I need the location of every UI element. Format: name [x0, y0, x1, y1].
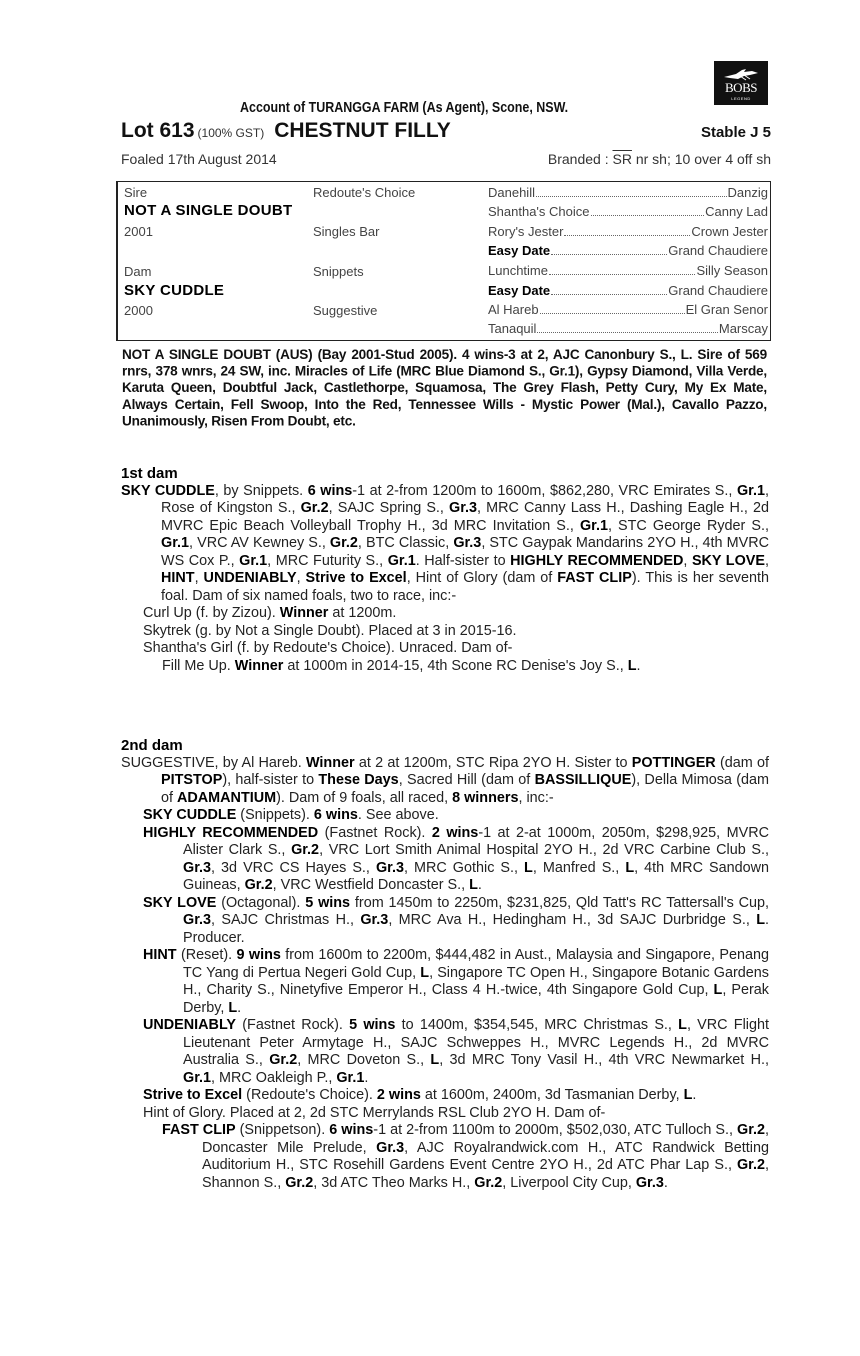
bold-text: L — [420, 964, 430, 981]
bold-text: Gr.1 — [579, 517, 608, 534]
text-run: Curl Up (f. by Zizou). — [143, 605, 280, 621]
grandparent-row — [488, 204, 768, 220]
foal-record — [121, 605, 769, 623]
bold-text: UNDENIABLY — [143, 1017, 237, 1033]
bold-text: L — [430, 1052, 440, 1068]
text-run: , — [683, 552, 692, 569]
text-run: , Doncaster Mile Prelude, — [202, 1122, 770, 1156]
text-run: , inc:- — [518, 789, 554, 806]
gp-right: Crown Jester — [691, 224, 768, 239]
text-run: (Fastnet Rock). — [318, 824, 432, 841]
text-run: at 1000m in 2014-15, 4th Scone RC Denise's Joy S., — [283, 657, 628, 674]
text-run: , by Snippets. — [214, 482, 308, 499]
bird-icon — [722, 67, 760, 81]
text-run: . — [364, 1069, 369, 1086]
bold-text: BASSILLIQUE — [534, 772, 632, 788]
bold-text: Gr.2 — [737, 1122, 766, 1138]
text-run: . Half-sister to — [415, 552, 511, 569]
gp-right: El Gran Senor — [685, 302, 768, 317]
text-run: , 4th MRC Sandown Guineas, — [183, 859, 769, 893]
text-run: ), Della Mimosa (dam of — [161, 772, 769, 806]
bold-text: Gr.3 — [635, 1174, 664, 1191]
grandparent-row — [488, 302, 768, 318]
bold-text: L — [228, 999, 238, 1016]
text-run: (Snippets). — [236, 807, 314, 823]
grandparent-row — [488, 321, 768, 337]
progeny-record — [121, 895, 769, 948]
foal-record — [121, 640, 769, 658]
bold-text: 5 wins — [349, 1017, 396, 1033]
gp-left: Rory's Jester — [488, 224, 564, 239]
text-run: , MRC Canny Lass H., Dashing Eagle H., 2d MVRC Epic Beach Volleyball Trophy H., 3d MRC Invitation S., — [161, 500, 770, 534]
text-run: , Sacred Hill (dam of — [398, 772, 535, 788]
grandparent-row — [488, 185, 768, 201]
text-run: . — [477, 877, 482, 893]
bold-text: 6 wins — [307, 482, 353, 499]
progeny-record — [121, 825, 769, 895]
bold-text: Gr.2 — [736, 1157, 765, 1173]
bold-text: L — [683, 1087, 693, 1103]
grandparent-row — [488, 283, 768, 299]
bold-text: Winner — [234, 657, 284, 674]
bold-text: Gr.1 — [736, 482, 765, 499]
vendor-account: Account of TURANGGA FARM (As Agent), Scone, NSW. — [240, 100, 569, 116]
text-run: -1 at 2-from 1200m to 1600m, $862,280, VRC Emirates S., — [352, 482, 737, 499]
text-run: , 3d VRC CS Hayes S., — [211, 859, 376, 876]
text-run: , VRC AV Kewney S., — [189, 535, 330, 551]
text-run: ), half-sister to — [222, 772, 319, 788]
bold-text: 6 wins — [313, 807, 358, 823]
gp-right: Danzig — [727, 185, 768, 200]
text-run: from 1450m to 2250m, $231,825, Qld Tatt's RC Tattersall's Cup, — [350, 894, 769, 911]
text-run: . Producer. — [183, 912, 769, 946]
text-run: . — [663, 1174, 668, 1191]
bold-text: POTTINGER — [631, 754, 716, 771]
first-dam-section — [121, 465, 769, 675]
gp-left: Easy Date — [488, 283, 551, 298]
bold-text: L — [713, 982, 723, 998]
sire-summary: NOT A SINGLE DOUBT (AUS) (Bay 2001-Stud 2005). 4 wins-3 at 2, AJC Canonbury S., L. Sire of 569 rnrs, 378 wnrs, 24 SW, inc. Miracles of Life (MRC Blue Diamond S., Gr.1), Gypsy Diamond, Villa Verde, Karuta Queen, Doubtful Jack, Castlethorpe, Squamosa, The Grey Flash, Petty Cury, My Ex Mate, Always Certain, Fell Swoop, Into the Red, Tennessee Wills - Mystic Power (Mal.), Cavallo Pazzo, Unanimously, Risen From Doubt, etc. — [122, 346, 767, 429]
branded-label: Branded : — [547, 151, 613, 167]
text-run: , Singapore TC Open H., Singapore Botanic Gardens H., Charity S., Ninetyfive Emperor H., Class 4 H.-twice, 4th Singapore Gold Cup, — [183, 964, 769, 998]
text-run: . — [692, 1087, 697, 1103]
gp-left: Danehill — [488, 185, 535, 200]
text-run: Fill Me Up. — [162, 657, 235, 674]
bold-text: Gr.3 — [360, 912, 389, 928]
text-run: , Rose of Kingston S., — [161, 482, 769, 516]
brand-info — [548, 151, 771, 167]
bold-text: Gr.3 — [449, 500, 478, 516]
bold-text: Gr.3 — [376, 1139, 405, 1156]
gst-note: (100% GST) — [197, 126, 265, 140]
dam-sire: Snippets — [313, 264, 364, 279]
text-run: , Shannon S., — [202, 1157, 769, 1191]
bold-text: PITSTOP — [161, 772, 223, 788]
text-run: at 1200m. — [328, 605, 397, 621]
bold-text: 2 wins — [431, 824, 479, 841]
brand-details: nr sh; 10 over 4 off sh — [631, 151, 771, 167]
bold-text: Gr.2 — [474, 1174, 503, 1191]
bold-text: HIGHLY RECOMMENDED — [510, 552, 684, 569]
text-run: , SAJC Christmas H., — [211, 912, 361, 928]
bold-text: Gr.3 — [183, 859, 212, 876]
sire-sire: Redoute's Choice — [313, 185, 416, 200]
text-run: Shantha's Girl (f. by Redoute's Choice). Unraced. Dam of- — [143, 640, 513, 656]
horse-description: CHESTNUT FILLY — [274, 119, 451, 142]
progeny-record — [121, 1105, 769, 1123]
dam-name: SKY CUDDLE — [124, 282, 225, 299]
bold-text: Gr.1 — [387, 552, 416, 569]
text-run: , — [194, 570, 204, 586]
dam-year: 2000 — [124, 303, 153, 318]
bold-text: Winner — [305, 754, 355, 771]
text-run: Skytrek (g. by Not a Single Doubt). Placed at 3 in 2015-16. — [143, 622, 517, 639]
text-run: , — [296, 570, 306, 586]
text-run: . — [237, 999, 242, 1016]
bold-text: L — [469, 877, 478, 893]
bold-text: 2 wins — [376, 1087, 421, 1103]
text-run: to 1400m, $354,545, MRC Christmas S., — [395, 1017, 679, 1033]
text-run: , Hint of Glory (dam of — [406, 570, 558, 586]
grandprogeny-record — [121, 1122, 769, 1192]
logo-subtext: LEGEND — [731, 96, 751, 101]
bold-text: FAST CLIP — [162, 1122, 236, 1138]
text-run: (Redoute's Choice). — [242, 1087, 377, 1103]
horse-name: SKY CUDDLE — [121, 482, 215, 499]
foal-record — [121, 623, 769, 641]
bold-text: FAST CLIP — [557, 570, 632, 586]
gp-left: Lunchtime — [488, 263, 548, 278]
text-run: , AJC Royalrandwick.com H., ATC Randwick Betting Auditorium H., STC Rosehill Gardens Event Centre 2YO H., 2d ATC Phar Lap S., — [202, 1139, 769, 1173]
text-run: , BTC Classic, — [357, 535, 454, 551]
text-run: (Snippetson). — [235, 1122, 330, 1138]
bold-text: ADAMANTIUM — [177, 789, 277, 806]
bold-text: L — [678, 1017, 687, 1033]
bold-text: SKY CUDDLE — [143, 807, 237, 823]
text-run: , VRC Westfield Doncaster S., — [272, 877, 470, 893]
text-run: , Liverpool City Cup, — [502, 1174, 636, 1191]
stable-location: Stable J 5 — [700, 124, 771, 141]
gp-right: Canny Lad — [705, 204, 768, 219]
text-run: . — [636, 657, 641, 674]
text-run: , Perak Derby, — [183, 982, 769, 1016]
grandparent-row — [488, 263, 768, 279]
text-run: (Octagonal). — [216, 894, 306, 911]
bold-text: Gr.2 — [300, 500, 329, 516]
dam-record — [121, 483, 769, 606]
text-run: , MRC Gothic S., — [403, 859, 525, 876]
second-dam-section — [121, 737, 769, 1192]
bobs-logo — [714, 61, 768, 105]
bold-text: L — [627, 657, 637, 674]
bold-text: Gr.2 — [291, 842, 320, 858]
text-run: -1 at 2-at 1000m, 2050m, $298,925, MVRC Alister Clark S., — [183, 824, 769, 858]
logo-text: BOBS — [725, 80, 757, 95]
gp-right: Silly Season — [696, 263, 768, 278]
dam-label: Dam — [124, 264, 152, 279]
bold-text: Gr.3 — [375, 859, 404, 876]
text-run: Hint of Glory. Placed at 2, 2d STC Merrylands RSL Club 2YO H. Dam of- — [143, 1104, 606, 1121]
bold-text: SKY LOVE — [143, 894, 217, 911]
gp-right: Marscay — [718, 321, 768, 336]
sire-label: Sire — [124, 185, 148, 200]
text-run: , — [765, 552, 769, 569]
text-run: , VRC Flight Lieutenant Peter Armytage H., SAJC Schweppes H., MVRC Legends H., 2d MVRC Australia S., — [183, 1017, 769, 1068]
progeny-record — [121, 947, 769, 1017]
bold-text: 8 winners — [452, 789, 519, 806]
progeny-record — [121, 1087, 769, 1105]
brand-mark: $\overline{SR}$ — [612, 151, 632, 167]
text-run: , 3d ATC Theo Marks H., — [313, 1174, 475, 1191]
text-run: ). Dam of 9 foals, all raced, — [276, 789, 453, 806]
grandparent-row — [488, 243, 768, 259]
bold-text: Gr.2 — [285, 1174, 314, 1191]
dam-dam: Suggestive — [313, 303, 378, 318]
bold-text: Gr.2 — [329, 535, 358, 551]
bold-text: Strive to Excel — [143, 1087, 243, 1103]
bold-text: HINT — [161, 570, 195, 586]
text-run: , MRC Futurity S., — [267, 552, 388, 569]
bold-text: HINT — [143, 947, 177, 963]
foaled-date: Foaled 17th August 2014 — [121, 151, 277, 167]
text-run: . See above. — [357, 807, 439, 823]
bold-text: Gr.3 — [453, 535, 482, 551]
text-run: at 1600m, 2400m, 3d Tasmanian Derby, — [420, 1087, 684, 1103]
bold-text: Gr.1 — [183, 1069, 212, 1086]
gp-left: Al Hareb — [488, 302, 539, 317]
sire-dam: Singles Bar — [313, 224, 380, 239]
progeny-record — [121, 807, 769, 825]
lot-line — [121, 119, 771, 147]
sire-year: 2001 — [124, 224, 153, 239]
bold-text: These Days — [318, 772, 399, 788]
bold-text: UNDENIABLY — [203, 570, 297, 586]
gp-right: Grand Chaudiere — [668, 243, 768, 258]
text-run: at 2 at 1200m, STC Ripa 2YO H. Sister to — [354, 754, 632, 771]
bold-text: L — [756, 912, 765, 928]
text-run: , VRC Lort Smith Animal Hospital 2YO H., 2d VRC Carbine Club S., — [319, 842, 769, 858]
bold-text: Strive to Excel — [305, 570, 407, 586]
gp-left: Shantha's Choice — [488, 204, 590, 219]
bold-text: Gr.2 — [269, 1052, 298, 1068]
text-run: SUGGESTIVE, by Al Hareb. — [121, 754, 306, 771]
text-run: (Reset). — [176, 947, 237, 963]
text-run: , STC Gaypak Mandarins 2YO H., 4th MVRC WS Cox P., — [161, 535, 769, 569]
sire-name: NOT A SINGLE DOUBT — [124, 202, 293, 219]
grandfoal-record — [121, 658, 769, 676]
text-run: (dam of — [715, 754, 769, 771]
section-heading: 2nd dam — [121, 737, 183, 754]
gp-right: Grand Chaudiere — [668, 283, 768, 298]
bold-text: Gr.1 — [239, 552, 268, 569]
text-run: -1 at 2-from 1100m to 2000m, $502,030, ATC Tulloch S., — [373, 1122, 737, 1138]
grandparent-row — [488, 224, 768, 240]
text-run: , SAJC Spring S., — [328, 500, 450, 516]
bold-text: Gr.1 — [336, 1069, 365, 1086]
bold-text: L — [524, 859, 533, 876]
bold-text: 6 wins — [329, 1122, 374, 1138]
text-run: ). This is her seventh foal. Dam of six named foals, two to race, inc:- — [161, 570, 770, 604]
text-run: , MRC Doveton S., — [297, 1052, 431, 1068]
gp-left: Tanaquil — [488, 321, 537, 336]
text-run: , 3d MRC Tony Vasil H., 4th VRC Newmarket H., — [439, 1052, 769, 1068]
bold-text: 5 wins — [305, 894, 351, 911]
text-run: , MRC Oakleigh P., — [211, 1069, 337, 1086]
progeny-record — [121, 1017, 769, 1087]
bold-text: HIGHLY RECOMMENDED — [143, 824, 319, 841]
bold-text: Gr.3 — [183, 912, 212, 928]
bold-text: SKY LOVE — [691, 552, 765, 569]
bold-text: 9 wins — [236, 947, 281, 963]
bold-text: Gr.2 — [244, 877, 273, 893]
bold-text: L — [625, 859, 635, 876]
text-run: , MRC Ava H., Hedingham H., 3d SAJC Durbridge S., — [388, 912, 757, 928]
section-heading: 1st dam — [121, 465, 178, 482]
pedigree-table — [116, 181, 771, 341]
bold-text: Gr.1 — [161, 535, 190, 551]
text-run: , Manfred S., — [532, 859, 626, 876]
text-run: from 1600m to 2200m, $444,482 in Aust., Malaysia and Singapore, Penang TC Yang di Pertua Negeri Gold Cup, — [183, 947, 769, 981]
dam-record — [121, 755, 769, 808]
text-run: , STC George Ryder S., — [607, 517, 769, 534]
lot-number: Lot 613 — [121, 119, 195, 142]
gp-left: Easy Date — [488, 243, 551, 258]
text-run: (Fastnet Rock). — [236, 1017, 350, 1033]
bold-text: Winner — [279, 605, 329, 621]
